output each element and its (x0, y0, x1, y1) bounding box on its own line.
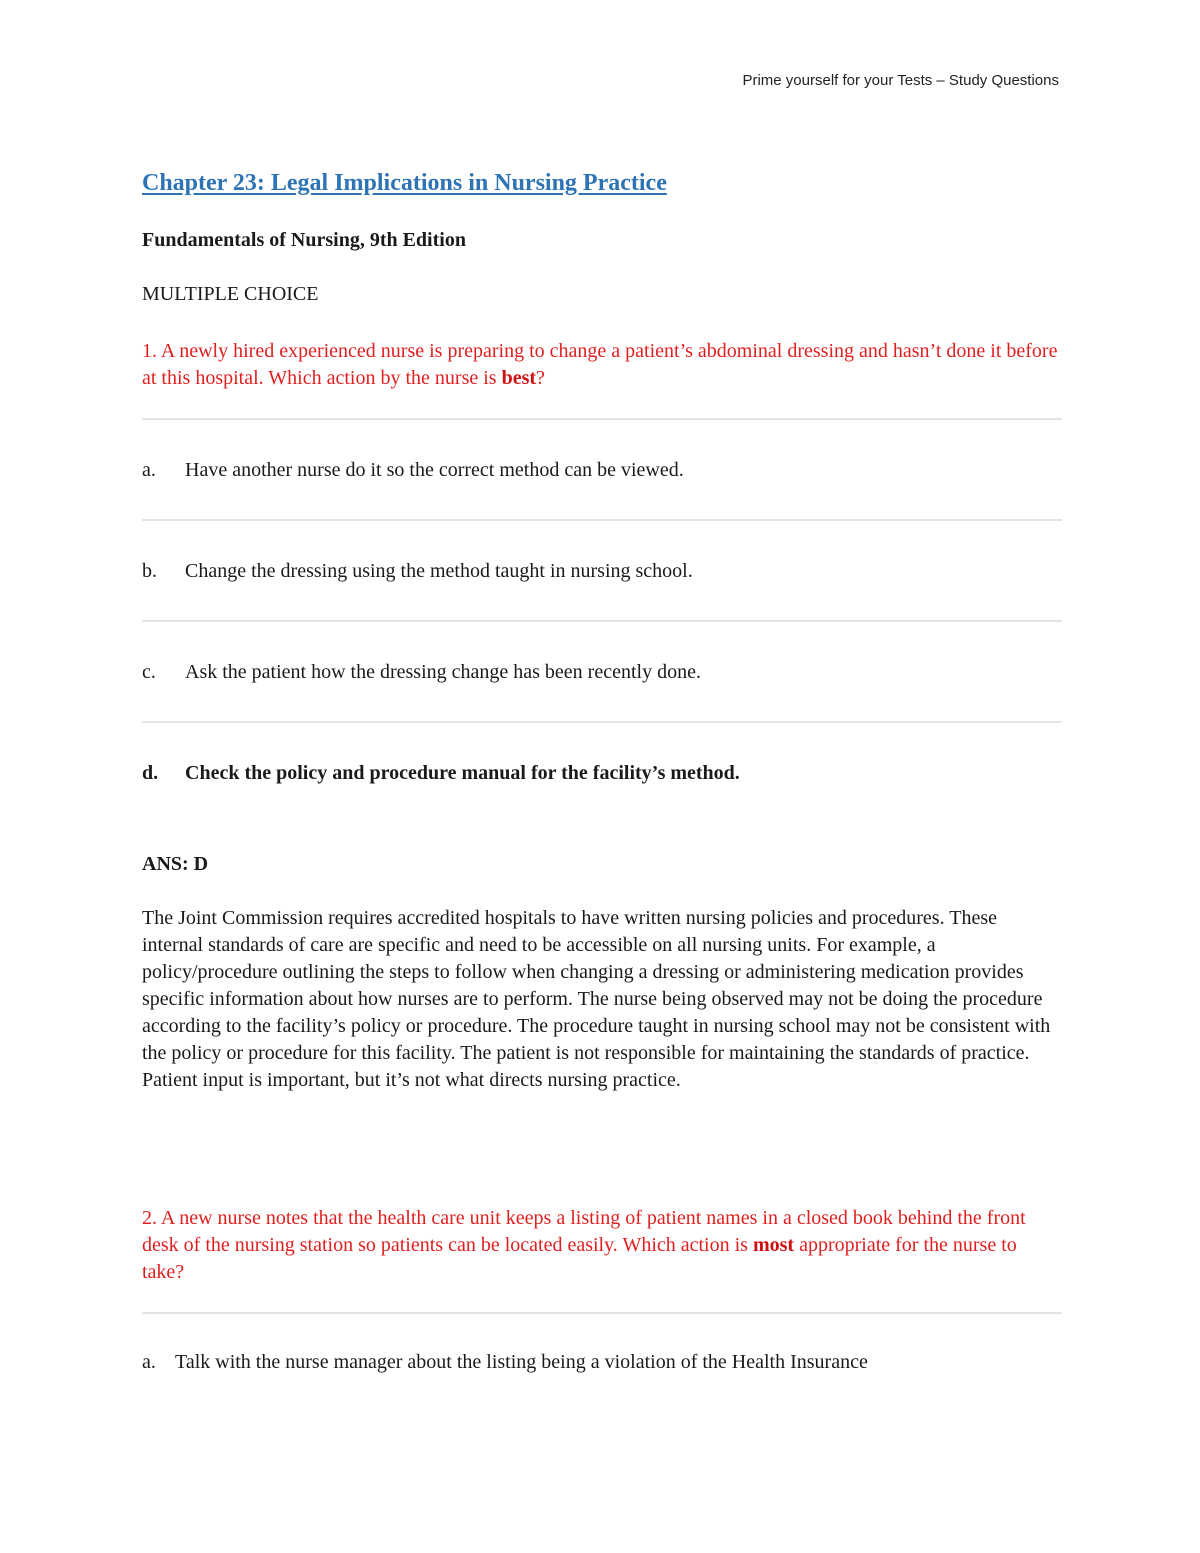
option-text: Talk with the nurse manager about the listing being a violation of the Health Insurance (175, 1351, 868, 1373)
option-text: Have another nurse do it so the correct method can be viewed. (185, 459, 684, 481)
option-text: Ask the patient how the dressing change has been recently done. (185, 661, 701, 683)
question-1-text (142, 338, 1062, 392)
book-edition: Fundamentals of Nursing, 9th Edition (142, 229, 466, 251)
question-1-option-b (142, 560, 693, 583)
question-1-option-d-correct (142, 762, 740, 785)
divider (142, 519, 1062, 521)
question-1-option-c (142, 661, 701, 684)
option-text: Check the policy and procedure manual for the facility’s method. (185, 762, 740, 784)
option-letter: b. (142, 560, 157, 582)
section-heading: MULTIPLE CHOICE (142, 283, 319, 305)
divider (142, 418, 1062, 420)
divider (142, 721, 1062, 723)
divider (142, 1312, 1062, 1314)
option-letter: a. (142, 459, 156, 481)
question-1-emphasis: best (501, 367, 537, 389)
question-2-option-a (142, 1351, 868, 1374)
option-letter: c. (142, 661, 156, 683)
answer-key: ANS: D (142, 853, 209, 875)
option-text: Change the dressing using the method taught in nursing school. (185, 560, 693, 582)
question-1-suffix: ? (536, 367, 545, 389)
question-1-prefix: 1. A newly hired experienced nurse is preparing to change a patient’s abdominal dressing and hasn’t done it before at this hospital. Which action by the nurse is (142, 340, 1058, 389)
answer-rationale: The Joint Commission requires accredited hospitals to have written nursing policies and procedures. These internal standards of care are specific and need to be accessible on all nursing units. For example, a policy/procedure outlining the steps to follow when changing a dressing or administering medication provides specific information about how nurses are to perform. The nurse being observed may not be doing the procedure according to the facility’s policy or procedure. The procedure taught in nursing school may not be consistent with the policy or procedure for this facility. The patient is not responsible for maintaining the standards of practice. Patient input is important, but it’s not what directs nursing practice. (142, 907, 1051, 1091)
option-letter: a. (142, 1351, 156, 1373)
question-1-option-a (142, 459, 684, 482)
divider (142, 620, 1062, 622)
question-2-prefix: 2. A new nurse notes that the health care unit keeps a listing of patient names in a closed book behind the front desk of the nursing station so patients can be located easily. Which action is (142, 1207, 1026, 1256)
question-2-emphasis: most (752, 1234, 795, 1256)
chapter-title[interactable]: Chapter 23: Legal Implications in Nursing Practice (142, 170, 667, 196)
option-letter: d. (142, 762, 159, 784)
question-2-text (142, 1205, 1062, 1286)
page-header: Prime yourself for your Tests – Study Questions (742, 72, 1059, 89)
question-2-suffix: appropriate for the nurse to take? (142, 1234, 1017, 1283)
